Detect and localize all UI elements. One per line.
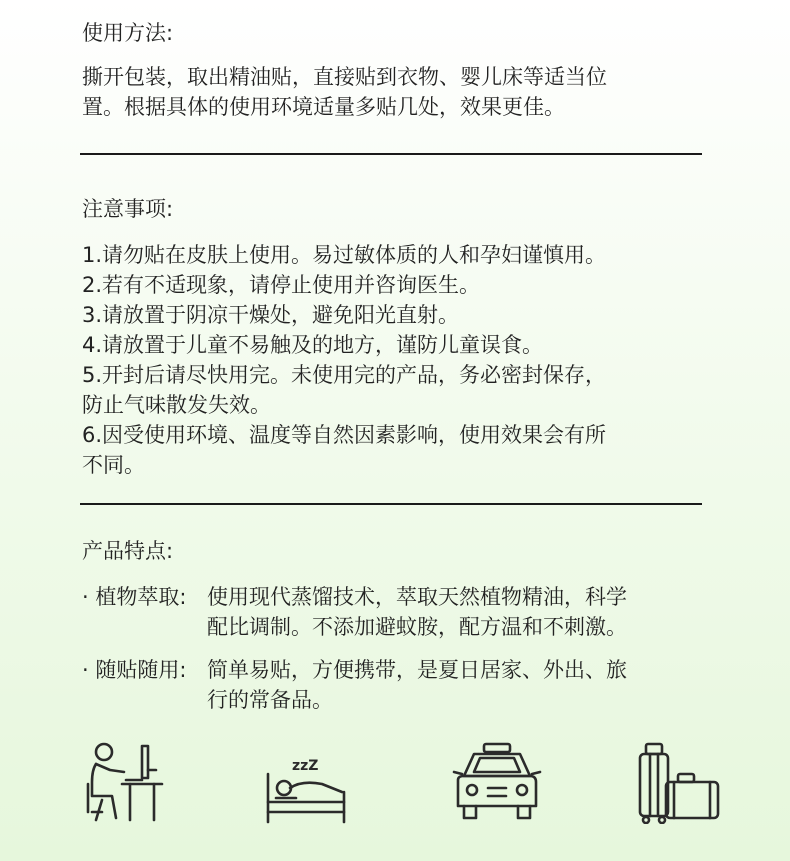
usage-line-1: 撕开包装，取出精油贴，直接贴到衣物、婴儿床等适当位 xyxy=(82,65,607,89)
notes-line: 3.请放置于阴凉干燥处，避免阳光直射。 xyxy=(82,303,460,327)
taxi-icon xyxy=(452,740,542,824)
notes-line: 4.请放置于儿童不易触及的地方，谨防儿童误食。 xyxy=(82,333,544,357)
notes-line: 防止气味散发失效。 xyxy=(82,393,271,417)
features-title: 产品特点: xyxy=(82,539,174,563)
usage-line-2: 置。根据具体的使用环境适量多贴几处，效果更佳。 xyxy=(82,95,565,119)
feature-desc-line: 配比调制。不添加避蚊胺，配方温和不刺激。 xyxy=(207,615,627,639)
notes-list xyxy=(82,240,606,480)
notes-line: 6.因受使用环境、温度等自然因素影响，使用效果会有所 xyxy=(82,423,607,447)
notes-line: 2.若有不适现象，请停止使用并咨询医生。 xyxy=(82,273,481,297)
feature-desc-line: 行的常备品。 xyxy=(207,688,333,712)
sleeping-person-icon xyxy=(262,740,352,824)
usage-title: 使用方法: xyxy=(82,21,174,45)
luggage-icon xyxy=(634,740,724,824)
notes-line: 不同。 xyxy=(82,453,145,477)
divider xyxy=(80,153,702,155)
feature-desc-line: 简单易贴，方便携带，是夏日居家、外出、旅 xyxy=(207,658,627,682)
divider xyxy=(80,503,702,505)
feature-label: · 随贴随用: xyxy=(82,658,187,682)
feature-label: · 植物萃取: xyxy=(82,585,187,609)
notes-title: 注意事项: xyxy=(82,197,174,221)
notes-line: 5.开封后请尽快用完。未使用完的产品，务必密封保存， xyxy=(82,363,607,387)
feature-desc-line: 使用现代蒸馏技术，萃取天然植物精油，科学 xyxy=(207,585,627,609)
notes-line: 1.请勿贴在皮肤上使用。易过敏体质的人和孕妇谨慎用。 xyxy=(82,243,607,267)
person-at-desk-icon xyxy=(82,740,172,824)
sleep-zzz-text: zzZ xyxy=(292,758,319,774)
